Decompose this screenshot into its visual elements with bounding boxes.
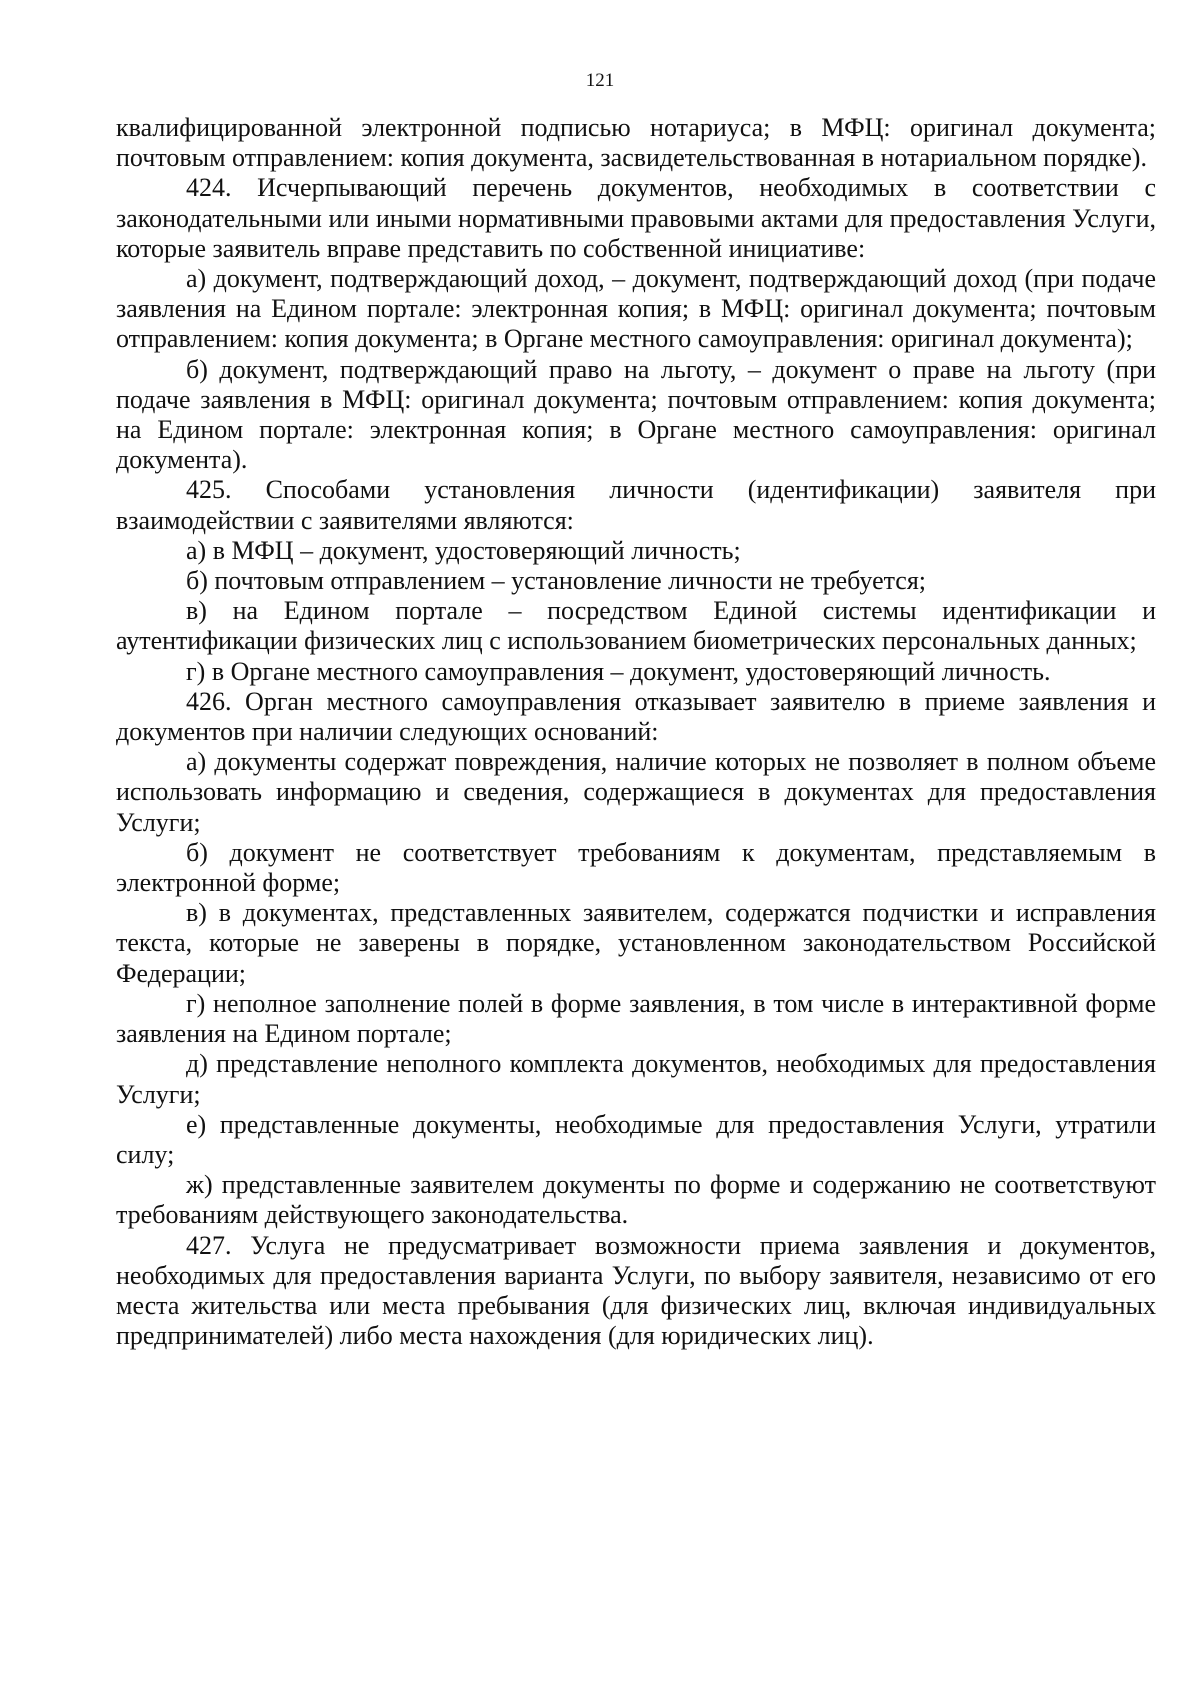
paragraph-426-a: а) документы содержат повреждения, наличие которых не позволяет в полном объеме использовать информацию и сведения, содержащиеся в документах для предоставления Услуги; [116, 747, 1156, 837]
document-body [116, 113, 1156, 1351]
paragraph-426-zh: ж) представленные заявителем документы по форме и содержанию не соответствуют требованиям действующего законодательства. [116, 1170, 1156, 1230]
paragraph-425-a: а) в МФЦ – документ, удостоверяющий личность; [186, 535, 741, 565]
page-number: 121 [585, 70, 615, 91]
paragraph-426-v: в) в документах, представленных заявителем, содержатся подчистки и исправления текста, которые не заверены в порядке, установленном законодательством Российской Федерации; [116, 898, 1156, 988]
paragraph-424-a: а) документ, подтверждающий доход, – документ, подтверждающий доход (при подаче заявления на Едином портале: электронная копия; в МФЦ: оригинал документа; почтовым отправлением: копия документа; в Органе местного самоуправления: оригинал документа); [116, 264, 1156, 354]
paragraph-424: 424. Исчерпывающий перечень документов, необходимых в соответствии с законодательными или иными нормативными правовыми актами для предоставления Услуги, которые заявитель вправе представить по собственной инициативе: [116, 173, 1156, 263]
paragraph-426: 426. Орган местного самоуправления отказывает заявителю в приеме заявления и документов при наличии следующих оснований: [116, 686, 1156, 747]
paragraph-427: 427. Услуга не предусматривает возможности приема заявления и документов, необходимых для предоставления варианта Услуги, по выбору заявителя, независимо от его места жительства или места пребывания (для физических лиц, включая индивидуальных предпринимателей) либо места нахождения (для юридических лиц). [116, 1230, 1156, 1351]
paragraph-425-b: б) почтовым отправлением – установление личности не требуется; [186, 566, 927, 596]
paragraph-425-g: г) в Органе местного самоуправления – документ, удостоверяющий личность. [186, 656, 1051, 686]
paragraph-continuation: квалифицированной электронной подписью нотариуса; в МФЦ: оригинал документа; почтовым отправлением: копия документа, засвидетельствованная в нотариальном порядке). [116, 113, 1156, 173]
paragraph-424-b: б) документ, подтверждающий право на льготу, – документ о праве на льготу (при подаче заявления в МФЦ: оригинал документа; почтовым отправлением: копия документа; на Едином портале: электронная копия; в Органе местного самоуправления: оригинал документа). [116, 354, 1156, 475]
paragraph-425-v: в) на Едином портале – посредством Единой системы идентификации и аутентификации физических лиц с использованием биометрических персональных данных; [116, 596, 1156, 656]
paragraph-426-b: б) документ не соответствует требованиям к документам, представляемым в электронной форме; [116, 837, 1156, 898]
paragraph-426-e: е) представленные документы, необходимые для предоставления Услуги, утратили силу; [116, 1109, 1156, 1169]
paragraph-426-d: д) представление неполного комплекта документов, необходимых для предоставления Услуги; [116, 1049, 1156, 1109]
paragraph-426-g: г) неполное заполнение полей в форме заявления, в том числе в интерактивной форме заявления на Едином портале; [116, 988, 1156, 1049]
paragraph-425: 425. Способами установления личности (идентификации) заявителя при взаимодействии с заявителями являются: [116, 475, 1156, 535]
